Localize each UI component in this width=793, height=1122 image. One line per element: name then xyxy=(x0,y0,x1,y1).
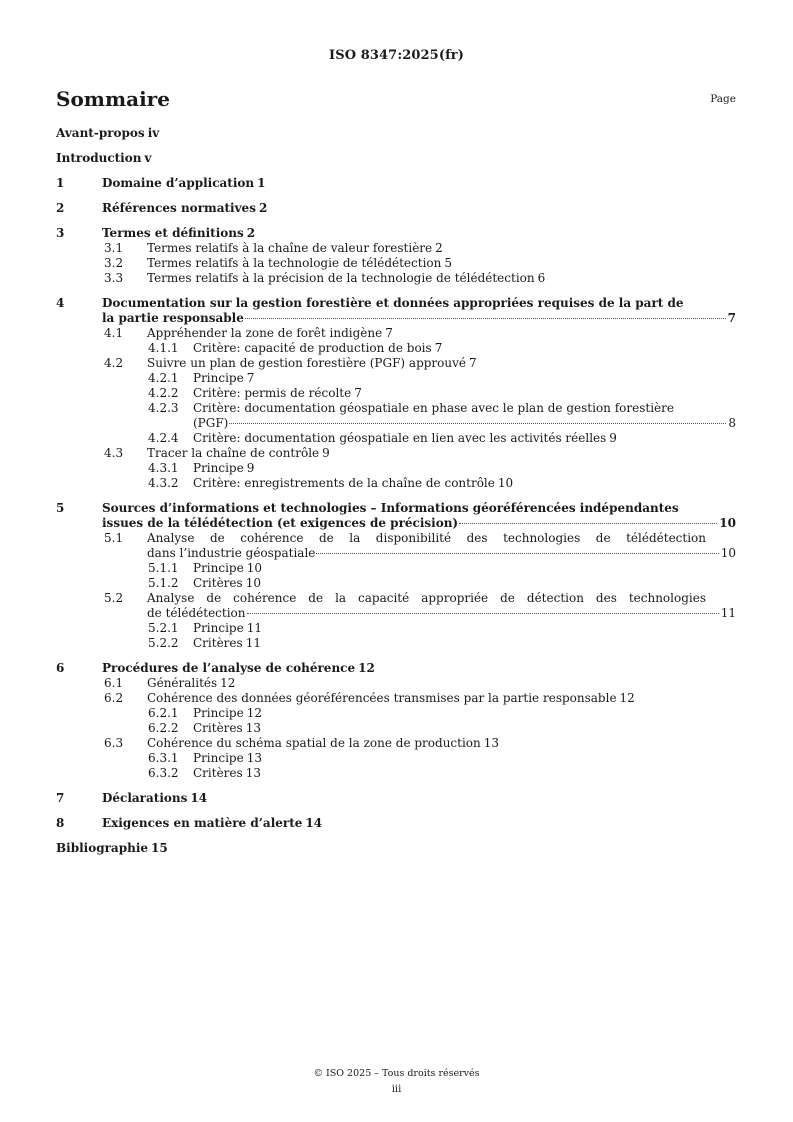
toc-entry-section-4-1[interactable] xyxy=(56,326,736,341)
toc-entry-section-7[interactable] xyxy=(56,791,736,806)
toc-entry-page: 15 xyxy=(151,841,168,855)
toc-entry-title: Procédures de l’analyse de cohérence xyxy=(102,661,356,675)
toc-entry-section-3-3[interactable] xyxy=(56,271,736,286)
toc-entry-section-6-2[interactable] xyxy=(56,691,736,706)
toc-entry-number: 5.1 xyxy=(104,531,124,545)
toc-entry-title: Suivre un plan de gestion forestière (PGF) approuvé xyxy=(147,356,467,370)
document-id-header: ISO 8347:2025(fr) xyxy=(329,48,464,63)
toc-entry-page: 10 xyxy=(245,576,261,590)
toc-entry-number: 5.1.2 xyxy=(148,576,179,590)
toc-entry-section-8[interactable] xyxy=(56,816,736,831)
toc-entry-section-6-3-1[interactable] xyxy=(56,751,736,766)
toc-entry-page: 12 xyxy=(246,706,262,720)
dot-leader xyxy=(245,318,726,319)
toc-entry-section-6-1[interactable] xyxy=(56,676,736,691)
toc-entry-page: iv xyxy=(147,126,160,140)
toc-entry-number: 4 xyxy=(56,296,65,310)
toc-entry-title-line-1: Analyse de cohérence de la disponibilité des technologies de télédétection xyxy=(147,531,706,545)
toc-entry-section-4-1-1[interactable] xyxy=(56,341,736,356)
toc-entry-number: 3.3 xyxy=(104,271,124,285)
toc-entry-number: 3 xyxy=(56,226,65,240)
toc-entry-section-3-1[interactable] xyxy=(56,241,736,256)
toc-entry-page: 13 xyxy=(246,751,262,765)
toc-entry-number: 6.1 xyxy=(104,676,124,690)
toc-entry-title: Termes et définitions xyxy=(102,226,244,240)
toc-entry-section-4-2-4[interactable] xyxy=(56,431,736,446)
toc-entry-number: 3.2 xyxy=(104,256,124,270)
toc-entry-title-line-2: dans l’industrie géospatiale xyxy=(147,546,316,560)
toc-entry-number: 6.2.1 xyxy=(148,706,179,720)
toc-entry-title-line-1: Sources d’informations et technologies – Informations géoréférencées indépendantes xyxy=(102,501,679,515)
toc-entry-page: 11 xyxy=(246,621,262,635)
toc-entry-title: Principe xyxy=(193,621,244,635)
toc-entry-title: Principe xyxy=(193,751,244,765)
toc-entry-title: Avant-propos xyxy=(56,126,145,140)
toc-entry-number: 6.2.2 xyxy=(148,721,179,735)
toc-entry-title: Domaine d’application xyxy=(102,176,255,190)
toc-entry-title-line-2: issues de la télédétection (et exigences de précision) xyxy=(102,516,459,530)
toc-entry-number: 5.2.2 xyxy=(148,636,179,650)
toc-entry-page: 9 xyxy=(609,431,617,445)
toc-entry-section-4-3-2[interactable] xyxy=(56,476,736,491)
toc-entry-title: Cohérence du schéma spatial de la zone de production xyxy=(147,736,481,750)
toc-entry-page: v xyxy=(144,151,152,165)
toc-entry-number: 4.2.2 xyxy=(148,386,179,400)
toc-entry-number: 6.2 xyxy=(104,691,124,705)
toc-entry-section-6-2-2[interactable] xyxy=(56,721,736,736)
toc-entry-number: 6.3.2 xyxy=(148,766,179,780)
toc-entry-page: 7 xyxy=(385,326,393,340)
toc-entry-title: Termes relatifs à la chaîne de valeur forestière xyxy=(147,241,433,255)
toc-entry-title: Généralités xyxy=(147,676,218,690)
toc-entry-page: 13 xyxy=(245,721,261,735)
toc-entry-title: Termes relatifs à la précision de la technologie de télédétection xyxy=(147,271,535,285)
title-row xyxy=(56,86,736,112)
toc-entry-section-4[interactable] xyxy=(56,296,736,326)
toc-entry-title: Critère: enregistrements de la chaîne de contrôle xyxy=(193,476,495,490)
toc-entry-page: 7 xyxy=(354,386,362,400)
toc-entry-title: Bibliographie xyxy=(56,841,149,855)
toc-entry-number: 4.2 xyxy=(104,356,124,370)
toc-entry-section-5-2[interactable] xyxy=(56,591,736,621)
page-number: iii xyxy=(391,1084,402,1095)
toc-entry-title-line-2: de télédétection xyxy=(147,606,246,620)
toc-entry-number: 4.1 xyxy=(104,326,124,340)
toc-entry-page: 14 xyxy=(305,816,323,830)
toc-entry-number: 6.3.1 xyxy=(148,751,179,765)
toc-entry-title: Critères xyxy=(193,721,243,735)
toc-entry-page: 13 xyxy=(245,766,261,780)
toc-entry-section-4-3[interactable] xyxy=(56,446,736,461)
toc-entry-number: 5.1.1 xyxy=(148,561,179,575)
toc-entry-number: 4.1.1 xyxy=(148,341,179,355)
toc-entry-title-line-2: (PGF) xyxy=(193,416,229,430)
page-column-label: Page xyxy=(710,93,736,105)
toc-entry-section-5-1-2[interactable] xyxy=(56,576,736,591)
toc-entry-title-line-1: Analyse de cohérence de la capacité appropriée de détection des technologies xyxy=(147,591,706,605)
toc-entry-title: Critères xyxy=(193,766,243,780)
toc-entry-section-4-2-2[interactable] xyxy=(56,386,736,401)
toc-entry-page: 9 xyxy=(246,461,255,475)
toc-entry-title-line-1: Documentation sur la gestion forestière et données appropriées requises de la part de xyxy=(102,296,684,310)
toc-entry-number: 4.3.1 xyxy=(148,461,179,475)
toc-entry-section-5[interactable] xyxy=(56,501,736,531)
toc-entry-section-1[interactable] xyxy=(56,176,736,191)
toc-entry-title: Principe xyxy=(193,706,244,720)
toc-entry-number: 6 xyxy=(56,661,65,675)
toc-entry-page: 6 xyxy=(537,271,546,285)
toc-entry-section-2[interactable] xyxy=(56,201,736,216)
toc-entry-page: 7 xyxy=(469,356,477,370)
toc-entry-section-5-2-2[interactable] xyxy=(56,636,736,651)
toc-entry-title: Déclarations xyxy=(102,791,188,805)
toc-entry-page: 10 xyxy=(719,516,736,530)
toc-entry-number: 4.2.1 xyxy=(148,371,179,385)
toc-entry-page: 11 xyxy=(720,606,736,620)
toc-entry-section-4-2-1[interactable] xyxy=(56,371,736,386)
table-of-contents xyxy=(56,126,736,856)
toc-entry-title: Introduction xyxy=(56,151,142,165)
toc-entry-title-line-2: la partie responsable xyxy=(102,311,244,325)
toc-entry-title: Cohérence des données géoréférencées transmises par la partie responsable xyxy=(147,691,617,705)
toc-entry-page: 7 xyxy=(246,371,255,385)
toc-entry-page: 10 xyxy=(720,546,736,560)
toc-entry-title: Principe xyxy=(193,371,244,385)
toc-entry-number: 4.3 xyxy=(104,446,124,460)
toc-entry-title: Critère: documentation géospatiale en lien avec les activités réelles xyxy=(193,431,607,445)
toc-entry-number: 5 xyxy=(56,501,65,515)
toc-entry-section-6-2-1[interactable] xyxy=(56,706,736,721)
toc-entry-number: 4.3.2 xyxy=(148,476,179,490)
toc-entry-number: 2 xyxy=(56,201,65,215)
toc-entry-number: 5.2.1 xyxy=(148,621,179,635)
toc-entry-section-5-1-1[interactable] xyxy=(56,561,736,576)
toc-entry-section-4-2[interactable] xyxy=(56,356,736,371)
toc-entry-title: Critères xyxy=(193,636,243,650)
toc-entry-page: 7 xyxy=(727,311,736,325)
toc-entry-page: 2 xyxy=(246,226,256,240)
toc-entry-section-4-3-1[interactable] xyxy=(56,461,736,476)
toc-entry-title: Principe xyxy=(193,461,244,475)
toc-entry-number: 1 xyxy=(56,176,65,190)
dot-leader xyxy=(459,523,717,524)
toc-entry-page: 5 xyxy=(444,256,453,270)
toc-entry-number: 8 xyxy=(56,816,65,830)
toc-entry-title: Principe xyxy=(193,561,244,575)
toc-entry-introduction[interactable] xyxy=(56,151,736,166)
toc-entry-page: 2 xyxy=(435,241,443,255)
toc-entry-page: 10 xyxy=(497,476,514,490)
toc-entry-title: Critères xyxy=(193,576,243,590)
toc-entry-number: 7 xyxy=(56,791,65,805)
toc-entry-page: 7 xyxy=(434,341,443,355)
toc-entry-page: 10 xyxy=(246,561,262,575)
toc-entry-page: 1 xyxy=(257,176,266,190)
toc-entry-page: 8 xyxy=(728,416,736,430)
toc-entry-number: 4.2.4 xyxy=(148,431,179,445)
toc-entry-title: Termes relatifs à la technologie de télédétection xyxy=(147,256,442,270)
toc-entry-section-4-2-3[interactable] xyxy=(56,401,736,431)
toc-entry-title: Références normatives xyxy=(102,201,256,215)
toc-entry-title: Critère: permis de récolte xyxy=(193,386,352,400)
toc-entry-page: 12 xyxy=(619,691,635,705)
toc-entry-page: 12 xyxy=(358,661,375,675)
toc-entry-title: Appréhender la zone de forêt indigène xyxy=(147,326,383,340)
toc-entry-page: 9 xyxy=(322,446,330,460)
toc-entry-section-5-1[interactable] xyxy=(56,531,736,561)
toc-entry-section-3-2[interactable] xyxy=(56,256,736,271)
toc-entry-section-3[interactable] xyxy=(56,226,736,241)
toc-entry-avant-propos[interactable] xyxy=(56,126,736,141)
toc-entry-number: 3.1 xyxy=(104,241,124,255)
toc-entry-title: Tracer la chaîne de contrôle xyxy=(147,446,320,460)
toc-entry-page: 11 xyxy=(245,636,261,650)
toc-entry-page: 12 xyxy=(220,676,236,690)
dot-leader xyxy=(247,613,719,614)
dot-leader xyxy=(316,553,718,554)
toc-entry-section-5-2-1[interactable] xyxy=(56,621,736,636)
toc-entry-title: Exigences en matière d’alerte xyxy=(102,816,303,830)
toc-entry-section-6-3-2[interactable] xyxy=(56,766,736,781)
toc-entry-page: 2 xyxy=(258,201,268,215)
toc-entry-page: 13 xyxy=(483,736,500,750)
toc-entry-page: 14 xyxy=(190,791,208,805)
page-title: Sommaire xyxy=(56,87,170,111)
copyright-footer: © ISO 2025 – Tous droits réservés xyxy=(313,1068,480,1079)
toc-entry-bibliographie[interactable] xyxy=(56,841,736,856)
toc-entry-title-line-1: Critère: documentation géospatiale en phase avec le plan de gestion forestière xyxy=(193,401,674,415)
toc-entry-section-6-3[interactable] xyxy=(56,736,736,751)
toc-entry-number: 5.2 xyxy=(104,591,124,605)
toc-entry-section-6[interactable] xyxy=(56,661,736,676)
dot-leader xyxy=(229,423,726,424)
toc-entry-number: 6.3 xyxy=(104,736,124,750)
toc-entry-number: 4.2.3 xyxy=(148,401,179,415)
toc-entry-title: Critère: capacité de production de bois xyxy=(193,341,432,355)
